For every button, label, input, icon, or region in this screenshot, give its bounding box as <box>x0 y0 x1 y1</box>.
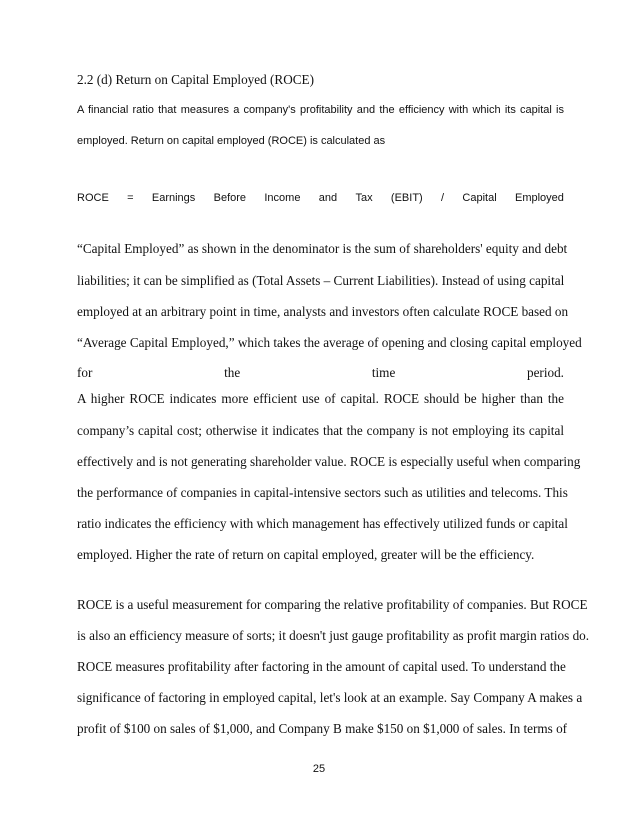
intro-line-1: A financial ratio that measures a company's profitability and the efficiency with which its capital is <box>77 104 564 116</box>
formula-term: Income <box>264 192 301 204</box>
paragraph-2-line-2: company’s capital cost; otherwise it indicates that the company is not employing its capital <box>77 423 564 438</box>
formula-term: Before <box>213 192 247 204</box>
paragraph-1-line-5 <box>77 365 564 381</box>
paragraph-1-line-3: employed at an arbitrary point in time, analysts and investors often calculate ROCE based on <box>77 304 569 319</box>
formula-term: (EBIT) <box>390 192 423 204</box>
paragraph-3-line-2: is also an efficiency measure of sorts; it doesn't just gauge profitability as profit margin ratios do. <box>77 628 590 643</box>
paragraph-3-line-1: ROCE is a useful measurement for comparing the relative profitability of companies. But ROCE <box>77 597 588 612</box>
formula-term: / <box>441 192 445 204</box>
paragraph-2-line-6: employed. Higher the rate of return on capital employed, greater will be the efficiency. <box>77 547 535 562</box>
formula-term: = <box>127 192 134 204</box>
intro-line-2: employed. Return on capital employed (ROCE) is calculated as <box>77 135 386 147</box>
formula-term: ROCE <box>77 192 109 204</box>
formula-term: Earnings <box>151 192 196 204</box>
paragraph-3-line-3: ROCE measures profitability after factoring in the amount of capital used. To understand the <box>77 659 566 674</box>
word: for <box>77 365 93 380</box>
paragraph-2-line-1: A higher ROCE indicates more efficient use of capital. ROCE should be higher than the <box>77 391 564 406</box>
formula-term: Employed <box>515 192 564 204</box>
section-heading: 2.2 (d) Return on Capital Employed (ROCE) <box>77 72 314 87</box>
formula-term: and <box>318 192 338 204</box>
paragraph-2-line-4: the performance of companies in capital-intensive sectors such as utilities and telecoms. This <box>77 485 568 500</box>
word: time <box>371 365 396 380</box>
roce-formula <box>77 192 564 204</box>
word: period. <box>526 365 564 380</box>
page-number: 25 <box>312 763 326 775</box>
formula-term: Tax <box>355 192 373 204</box>
paragraph-1-line-1: “Capital Employed” as shown in the denominator is the sum of shareholders' equity and debt <box>77 241 568 256</box>
paragraph-3-line-4: significance of factoring in employed capital, let's look at an example. Say Company A makes a <box>77 690 583 705</box>
formula-term: Capital <box>462 192 497 204</box>
paragraph-2-line-3: effectively and is not generating shareholder value. ROCE is especially useful when comparing <box>77 454 581 469</box>
paragraph-2-line-5: ratio indicates the efficiency with which management has effectively utilized funds or capital <box>77 516 568 531</box>
paragraph-1-line-2: liabilities; it can be simplified as (Total Assets – Current Liabilities). Instead of using capital <box>77 273 565 288</box>
paragraph-3-line-5: profit of $100 on sales of $1,000, and Company B make $150 on $1,000 of sales. In terms of <box>77 721 568 736</box>
paragraph-1-line-4: “Average Capital Employed,” which takes the average of opening and closing capital employed <box>77 335 582 350</box>
word: the <box>224 365 241 380</box>
